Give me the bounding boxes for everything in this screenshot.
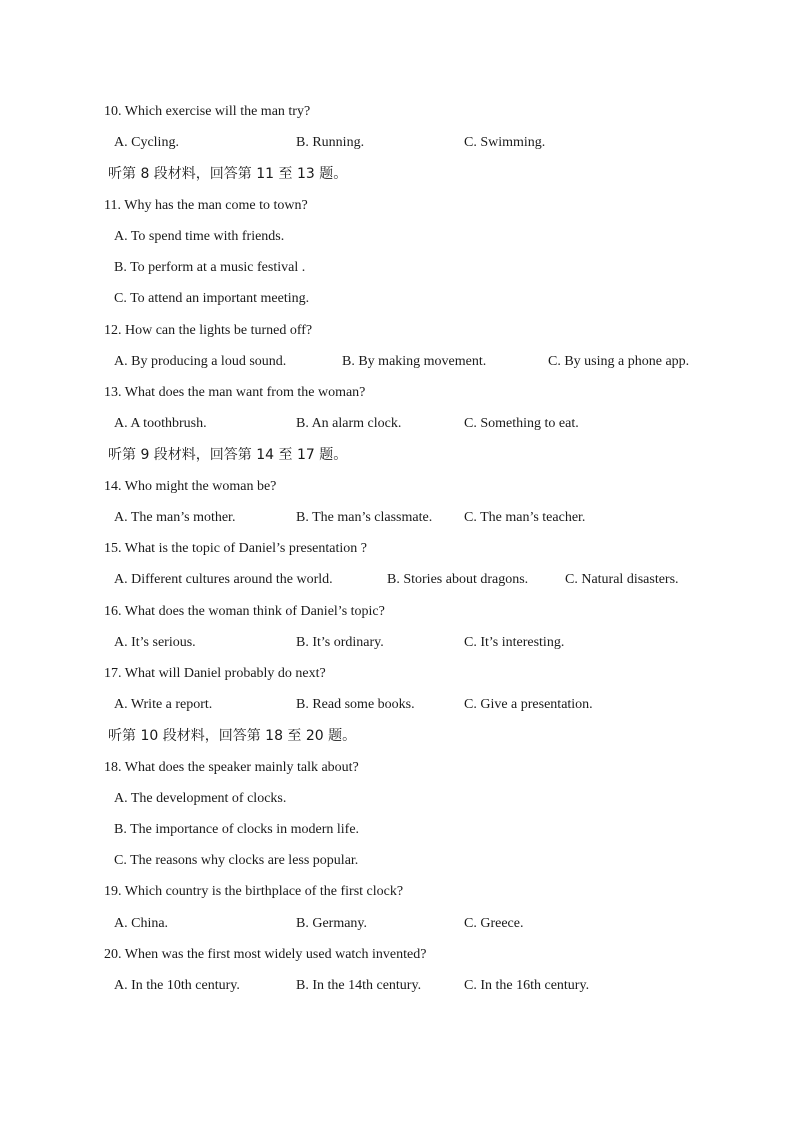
question-15-stem: 15. What is the topic of Daniel’s presentation ?	[104, 541, 367, 556]
option-c: C. The man’s teacher.	[464, 510, 586, 525]
question-10-stem: 10. Which exercise will the man try?	[104, 104, 311, 119]
question-18-stem: 18. What does the speaker mainly talk about?	[104, 760, 359, 775]
option-b: B. An alarm clock.	[296, 416, 402, 431]
option-c: C. Greece.	[464, 916, 524, 931]
option-a: A. The man’s mother.	[114, 510, 236, 525]
option-c: C. By using a phone app.	[548, 354, 690, 369]
question-13-options	[114, 415, 714, 433]
option-c: C. Something to eat.	[464, 416, 579, 431]
option-b: B. It’s ordinary.	[296, 635, 384, 650]
option-b: B. In the 14th century.	[296, 978, 422, 993]
question-18-option-c: C. The reasons why clocks are less popular.	[114, 853, 359, 868]
question-17-options	[114, 696, 714, 714]
option-b: B. By making movement.	[342, 354, 487, 369]
question-17-stem: 17. What will Daniel probably do next?	[104, 666, 326, 681]
question-12-options	[114, 353, 754, 371]
option-b: B. Running.	[296, 135, 365, 150]
question-11-option-c: C. To attend an important meeting.	[114, 291, 310, 306]
question-19-stem: 19. Which country is the birthplace of the first clock?	[104, 884, 404, 899]
option-a: A. Different cultures around the world.	[114, 572, 333, 587]
question-18-option-a: A. The development of clocks.	[114, 791, 287, 806]
option-c: C. Natural disasters.	[565, 572, 679, 587]
option-c: C. It’s interesting.	[464, 635, 565, 650]
question-20-stem: 20. When was the first most widely used watch invented?	[104, 947, 427, 962]
section-10-instruction: 听第 10 段材料，回答第 18 至 20 题。	[108, 728, 357, 744]
question-14-options	[114, 509, 714, 527]
question-19-options	[114, 915, 714, 933]
option-a: A. A toothbrush.	[114, 416, 207, 431]
question-14-stem: 14. Who might the woman be?	[104, 479, 277, 494]
question-11-option-a: A. To spend time with friends.	[114, 229, 285, 244]
option-c: C. Swimming.	[464, 135, 546, 150]
question-12-stem: 12. How can the lights be turned off?	[104, 323, 313, 338]
option-b: B. Germany.	[296, 916, 368, 931]
option-a: A. It’s serious.	[114, 635, 196, 650]
section-9-instruction: 听第 9 段材料，回答第 14 至 17 题。	[108, 447, 348, 463]
question-11-stem: 11. Why has the man come to town?	[104, 198, 308, 213]
question-20-options	[114, 977, 714, 995]
question-16-stem: 16. What does the woman think of Daniel’s topic?	[104, 604, 385, 619]
section-8-instruction: 听第 8 段材料，回答第 11 至 13 题。	[108, 166, 348, 182]
question-11-option-b: B. To perform at a music festival .	[114, 260, 306, 275]
question-10-options	[114, 134, 714, 152]
question-18-option-b: B. The importance of clocks in modern life.	[114, 822, 360, 837]
question-13-stem: 13. What does the man want from the woman?	[104, 385, 366, 400]
option-a: A. In the 10th century.	[114, 978, 240, 993]
option-b: B. The man’s classmate.	[296, 510, 433, 525]
question-16-options	[114, 634, 714, 652]
option-a: A. Cycling.	[114, 135, 179, 150]
option-c: C. Give a presentation.	[464, 697, 593, 712]
option-a: A. China.	[114, 916, 169, 931]
option-b: B. Read some books.	[296, 697, 415, 712]
option-a: A. Write a report.	[114, 697, 213, 712]
option-b: B. Stories about dragons.	[387, 572, 529, 587]
option-c: C. In the 16th century.	[464, 978, 590, 993]
question-15-options	[114, 571, 754, 589]
option-a: A. By producing a loud sound.	[114, 354, 287, 369]
